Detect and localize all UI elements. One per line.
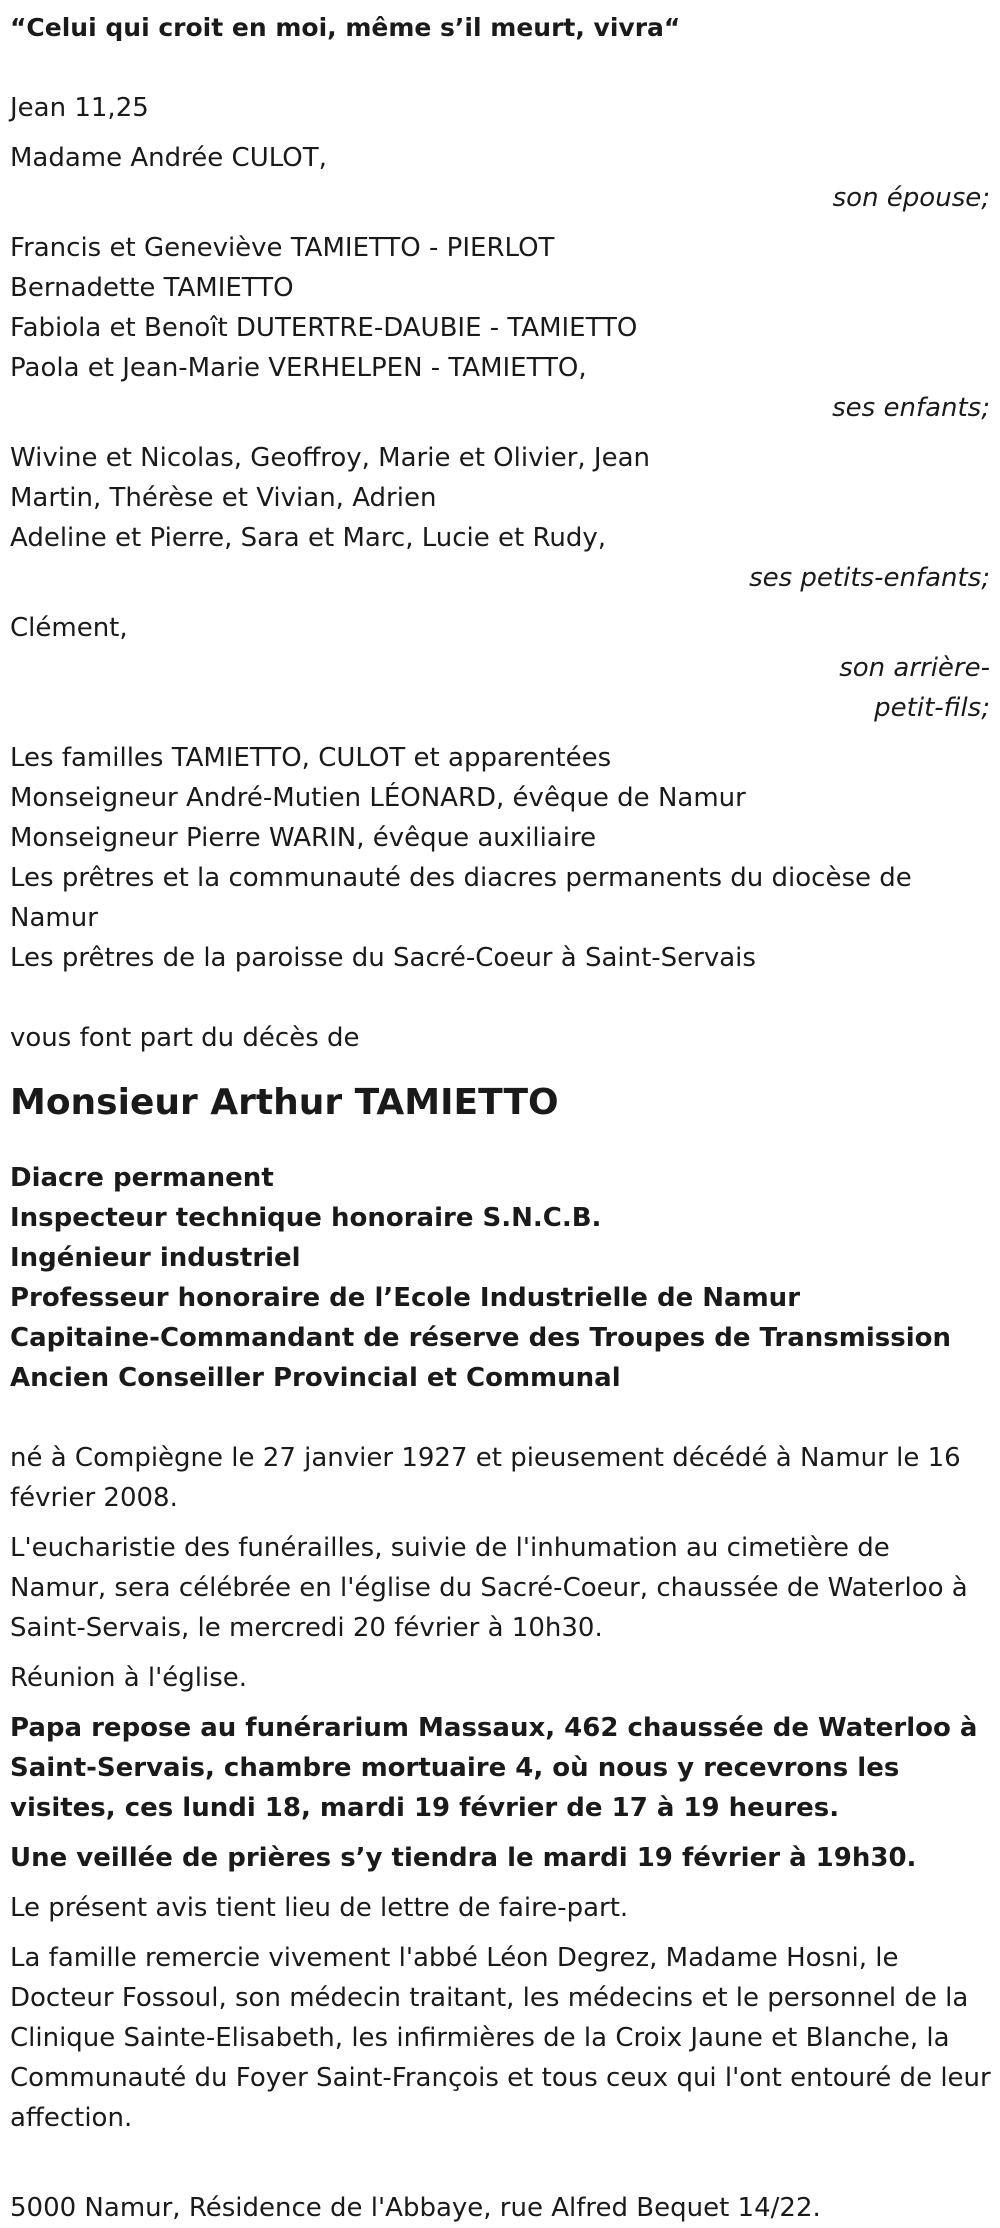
family-line: Bernadette TAMIETTO <box>10 273 294 303</box>
family-line: Adeline et Pierre, Sara et Marc, Lucie et Rudy, <box>10 523 607 553</box>
family-role: son arrière-petit-fils; <box>839 653 990 723</box>
family-role: ses petits-enfants; <box>749 563 990 593</box>
thanks-paragraph: La famille remercie vivement l'abbé Léon Degrez, Madame Hosni, le Docteur Fossoul, son médecin traitant, les médecins et le personnel de la Clinique Sainte-Elisabeth, les infirmières de la Croix Jaune et Blanche, la Communauté du Foyer Saint-François et tous ceux qui l'ont entouré de leur affection. <box>10 1943 991 2133</box>
title-line: Ingénieur industriel <box>10 1243 301 1273</box>
family-line: Madame Andrée CULOT, <box>10 143 327 173</box>
family-group-great-grandchildren <box>10 608 992 728</box>
family-line: Francis et Geneviève TAMIETTO - PIERLOT <box>10 233 555 263</box>
birth-death-paragraph: né à Compiègne le 27 janvier 1927 et pieusement décédé à Namur le 16 février 2008. <box>10 1443 961 1513</box>
family-line: Fabiola et Benoît DUTERTRE-DAUBIE - TAMIETTO <box>10 313 638 343</box>
family-group-grandchildren <box>10 438 992 598</box>
notice-paragraph: Le présent avis tient lieu de lettre de faire-part. <box>10 1893 629 1923</box>
bible-reference: Jean 11,25 <box>10 93 149 123</box>
announcement-text: vous font part du décès de <box>10 1023 360 1053</box>
family-line: Paola et Jean-Marie VERHELPEN - TAMIETTO, <box>10 353 587 383</box>
family-role: ses enfants; <box>832 393 990 423</box>
deceased-name: Monsieur Arthur TAMIETTO <box>10 1082 559 1123</box>
epigraph-quote: “Celui qui croit en moi, même s’il meurt, vivra“ <box>10 13 681 42</box>
title-line: Capitaine-Commandant de réserve des Troupes de Transmission <box>10 1323 952 1353</box>
vigil-paragraph: Une veillée de prières s’y tiendra le mardi 19 février à 19h30. <box>10 1843 917 1873</box>
family-line: Martin, Thérèse et Vivian, Adrien <box>10 483 437 513</box>
address-line: 5000 Namur, Résidence de l'Abbaye, rue Alfred Bequet 14/22. <box>10 2193 821 2223</box>
family-line: Wivine et Nicolas, Geoffroy, Marie et Olivier, Jean <box>10 443 650 473</box>
mourner-line: Les familles TAMIETTO, CULOT et apparentées <box>10 743 612 773</box>
family-group-children <box>10 228 992 428</box>
visits-paragraph: Papa repose au funérarium Massaux, 462 chaussée de Waterloo à Saint-Servais, chambre mortuaire 4, où nous y recevrons les visites, ces lundi 18, mardi 19 février de 17 à 19 heures. <box>10 1713 978 1823</box>
title-line: Professeur honoraire de l’Ecole Industrielle de Namur <box>10 1283 801 1313</box>
family-line: Clément, <box>10 613 128 643</box>
deceased-titles <box>10 1158 992 1398</box>
mourner-line: Les prêtres et la communauté des diacres permanents du diocèse de Namur <box>10 863 912 933</box>
title-line: Ancien Conseiller Provincial et Communal <box>10 1363 621 1393</box>
mourner-line: Les prêtres de la paroisse du Sacré-Coeur à Saint-Servais <box>10 943 756 973</box>
other-mourners <box>10 738 992 978</box>
family-role: son épouse; <box>832 183 990 213</box>
mourner-line: Monseigneur Pierre WARIN, évêque auxiliaire <box>10 823 597 853</box>
title-line: Inspecteur technique honoraire S.N.C.B. <box>10 1203 602 1233</box>
title-line: Diacre permanent <box>10 1163 274 1193</box>
funeral-paragraph: L'eucharistie des funérailles, suivie de l'inhumation au cimetière de Namur, sera célébrée en l'église du Sacré-Coeur, chaussée de Waterloo à Saint-Servais, le mercredi 20 février à 10h30. <box>10 1533 968 1643</box>
mourner-line: Monseigneur André-Mutien LÉONARD, évêque de Namur <box>10 783 746 813</box>
family-group-spouse <box>10 138 992 218</box>
meeting-paragraph: Réunion à l'église. <box>10 1663 248 1693</box>
